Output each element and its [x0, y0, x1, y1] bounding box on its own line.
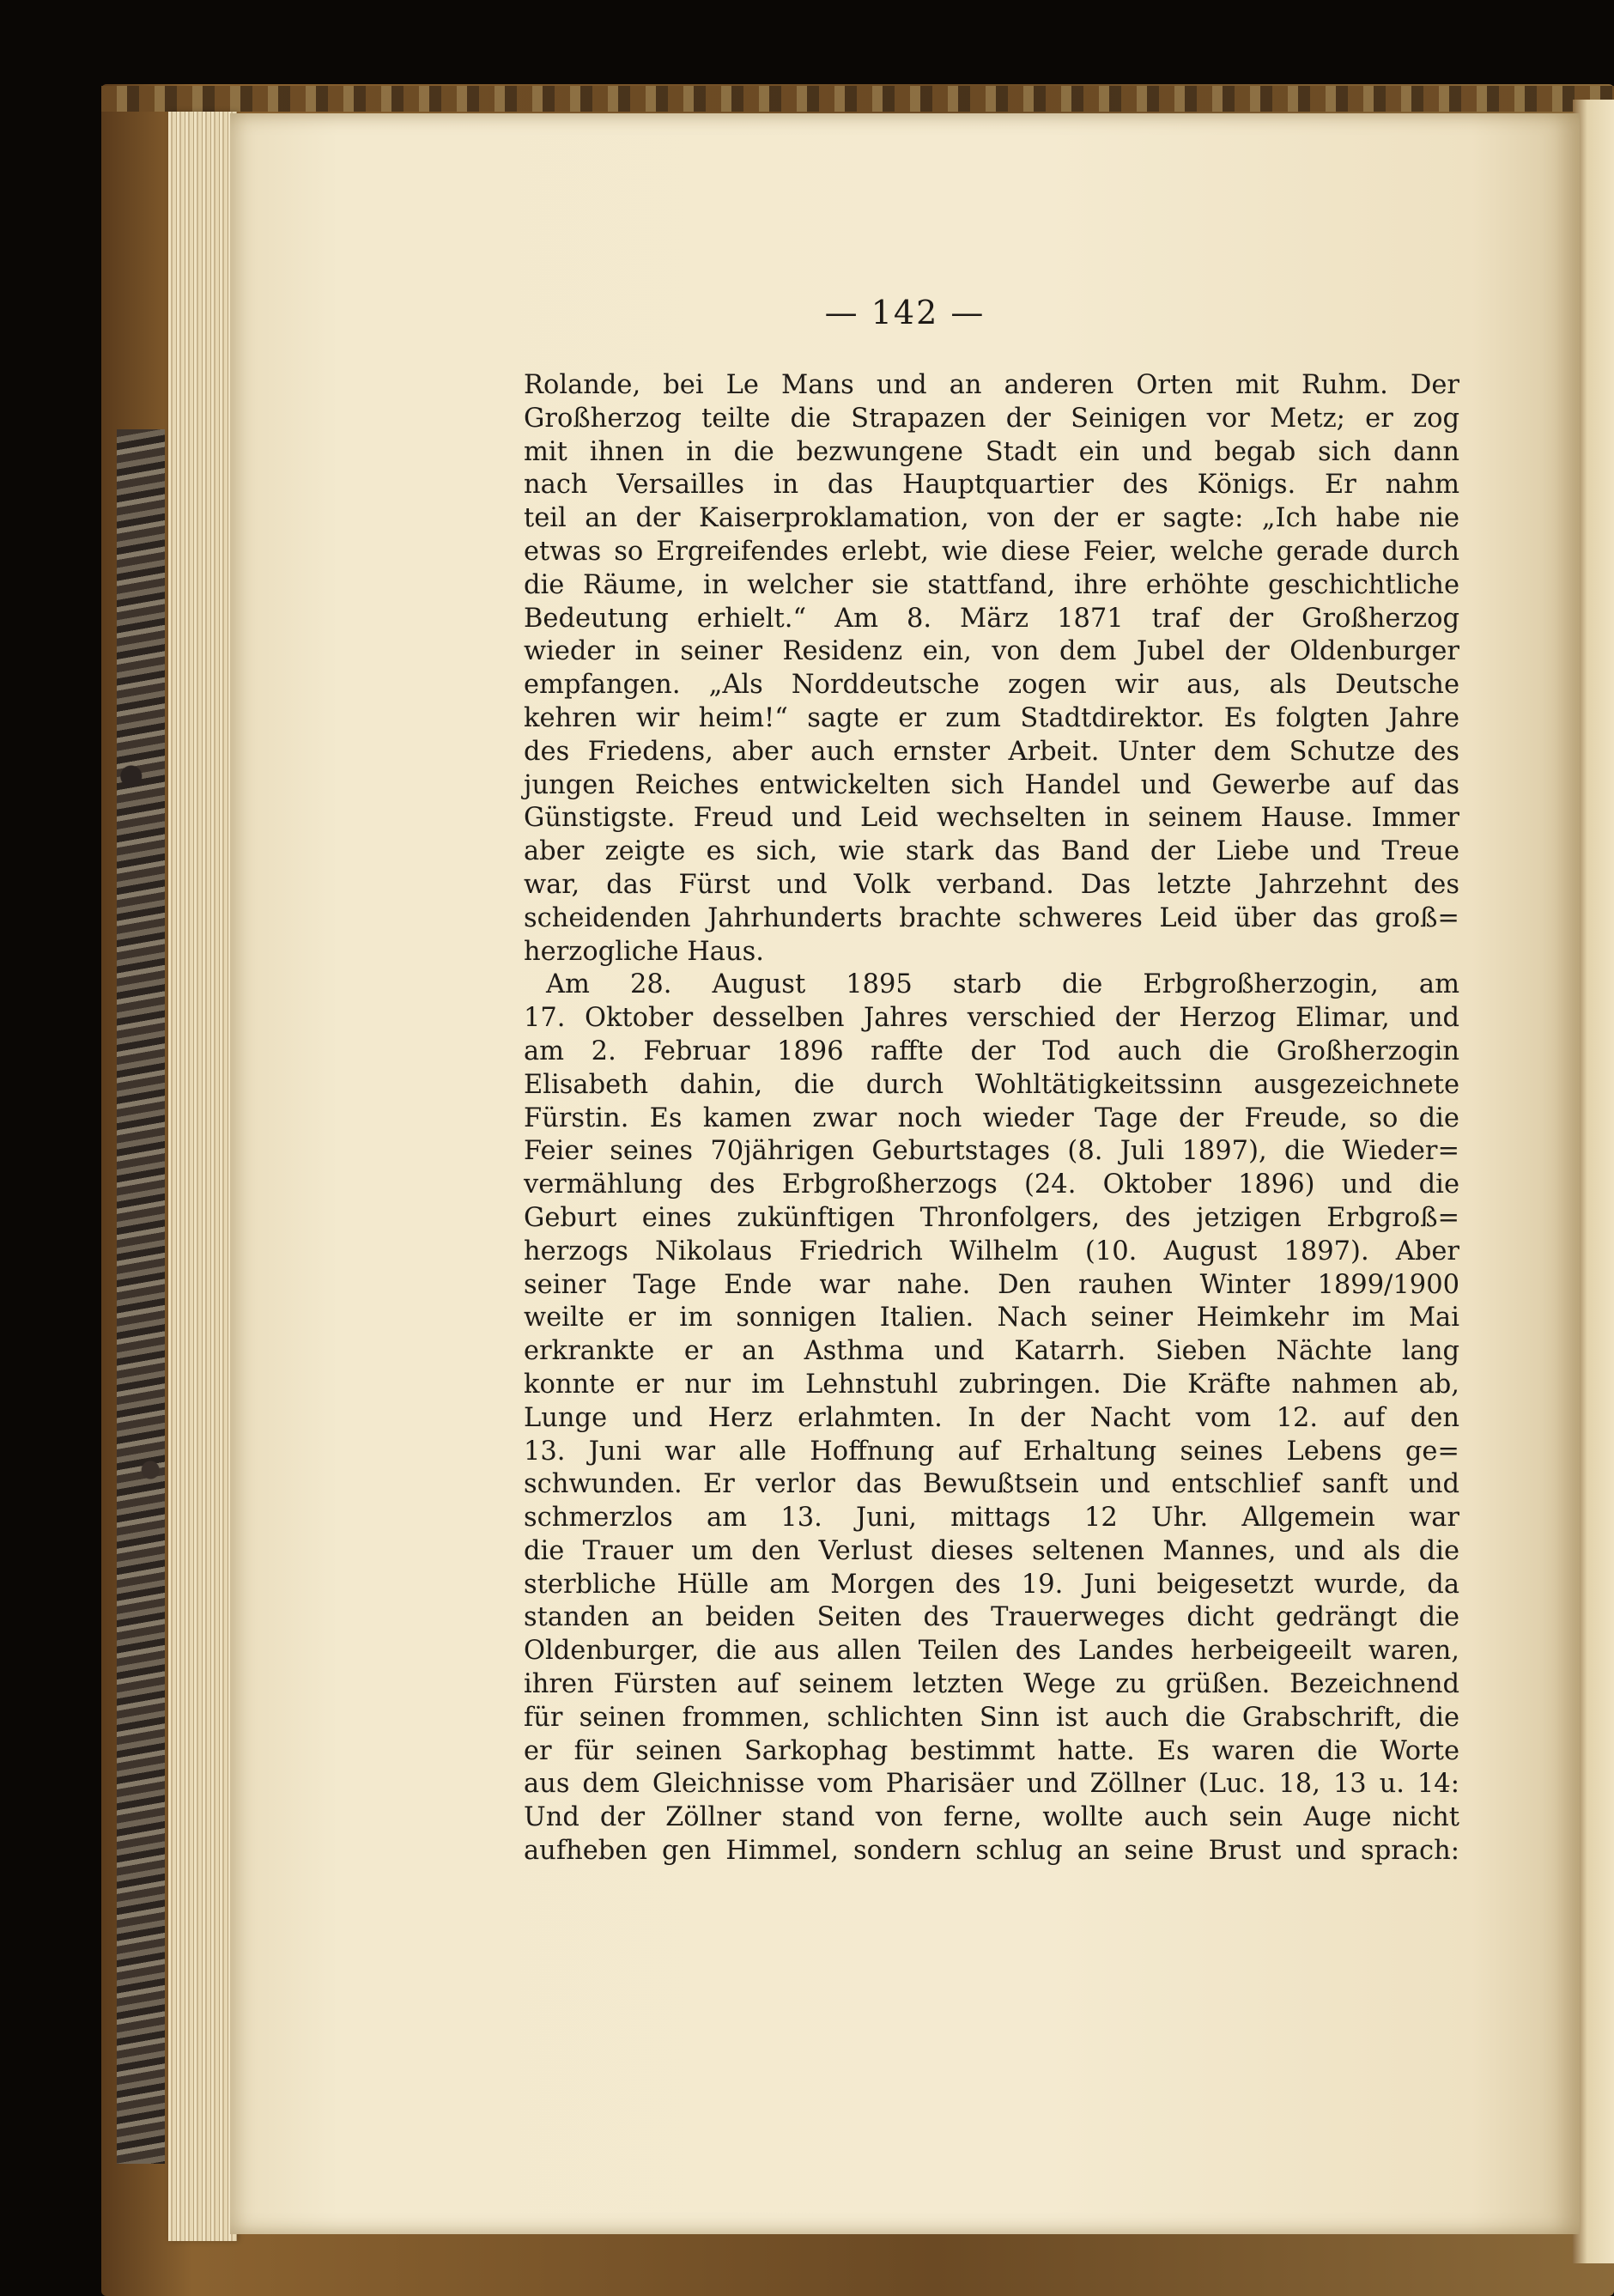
text-line: standen an beiden Seiten des Trauerweges dicht gedrängt die: [524, 1602, 1459, 1633]
text-line: herzogs Nikolaus Friedrich Wilhelm (10. August 1897). Aber: [524, 1236, 1459, 1266]
text-line: Geburt eines zukünftigen Thronfolgers, des jetzigen Erbgroß=: [524, 1202, 1459, 1233]
text-line: Lunge und Herz erlahmten. In der Nacht vom 12. auf den: [524, 1402, 1459, 1433]
text-line: des Friedens, aber auch ernster Arbeit. Unter dem Schutze des: [524, 736, 1459, 767]
text-line: aufheben gen Himmel, sondern schlug an seine Brust und sprach:: [524, 1836, 1459, 1867]
text-line: war, das Fürst und Volk verband. Das letzte Jahrzehnt des: [524, 869, 1459, 900]
text-line: schmerzlos am 13. Juni, mittags 12 Uhr. Allgemein war: [524, 1503, 1459, 1534]
page-number: — 142 —: [824, 294, 986, 331]
text-line: seiner Tage Ende war nahe. Den rauhen Winter 1899/1900: [524, 1269, 1459, 1300]
text-line: wieder in seiner Residenz ein, von dem Jubel der Oldenburger: [524, 636, 1459, 667]
text-line: ihren Fürsten auf seinem letzten Wege zu grüßen. Bezeichnend: [524, 1669, 1459, 1700]
text-line: Und der Zöllner stand von ferne, wollte auch sein Auge nicht: [524, 1802, 1459, 1833]
text-line: Bedeutung erhielt.“ Am 8. März 1871 traf der Großherzog: [524, 603, 1459, 634]
text-line: Am 28. August 1895 starb die Erbgroßherzogin, am: [546, 969, 1459, 1000]
text-line: erkrankte er an Asthma und Katarrh. Sieben Nächte lang: [524, 1336, 1459, 1367]
text-line: Fürstin. Es kamen zwar noch wieder Tage der Freude, so die: [524, 1102, 1459, 1133]
text-line: Günstigste. Freud und Leid wechselten in seinem Hause. Immer: [524, 803, 1459, 834]
cover-top-band: [101, 86, 1614, 112]
text-line: für seinen frommen, schlichten Sinn ist auch die Grabschrift, die: [524, 1702, 1459, 1733]
text-line: empfangen. „Als Norddeutsche zogen wir aus, als Deutsche: [524, 670, 1459, 701]
marbled-edge: [117, 429, 165, 2164]
text-line: scheidenden Jahrhunderts brachte schweres Leid über das groß=: [524, 902, 1459, 933]
text-line: kehren wir heim!“ sagte er zum Stadtdirektor. Es folgten Jahre: [524, 702, 1459, 733]
body-text: [524, 369, 1459, 1868]
text-line: schwunden. Er verlor das Bewußtsein und entschlief sanft und: [524, 1469, 1459, 1500]
text-line: Rolande, bei Le Mans und an anderen Orten mit Ruhm. Der: [524, 370, 1459, 400]
text-line: aber zeigte es sich, wie stark das Band der Liebe und Treue: [524, 836, 1459, 867]
text-line: konnte er nur im Lehnstuhl zubringen. Die Kräfte nahmen ab,: [524, 1369, 1459, 1400]
text-line: am 2. Februar 1896 raffte der Tod auch die Großherzogin: [524, 1036, 1459, 1066]
text-line: die Räume, in welcher sie stattfand, ihre erhöhte geschichtliche: [524, 569, 1459, 600]
text-line: Elisabeth dahin, die durch Wohltätigkeitssinn ausgezeichnete: [524, 1069, 1459, 1100]
text-line: 13. Juni war alle Hoffnung auf Erhaltung seines Lebens ge=: [524, 1436, 1459, 1467]
text-line: Feier seines 70jährigen Geburtstages (8. Juli 1897), die Wieder=: [524, 1136, 1459, 1167]
text-line: die Trauer um den Verlust dieses seltenen Mannes, und als die: [524, 1535, 1459, 1566]
text-line: mit ihnen in die bezwungene Stadt ein und begab sich dann: [524, 436, 1459, 467]
text-line: jungen Reiches entwickelten sich Handel und Gewerbe auf das: [524, 769, 1459, 800]
text-line: weilte er im sonnigen Italien. Nach seiner Heimkehr im Mai: [524, 1303, 1459, 1333]
text-line: er für seinen Sarkophag bestimmt hatte. Es waren die Worte: [524, 1735, 1459, 1766]
text-line: aus dem Gleichnisse vom Pharisäer und Zöllner (Luc. 18, 13 u. 14:: [524, 1769, 1459, 1800]
text-line: teil an der Kaiserproklamation, von der er sagte: „Ich habe nie: [524, 503, 1459, 534]
text-line: sterbliche Hülle am Morgen des 19. Juni beigesetzt wurde, da: [524, 1569, 1459, 1600]
text-line: 17. Oktober desselben Jahres verschied der Herzog Elimar, und: [524, 1003, 1459, 1034]
page-edges: [168, 112, 237, 2241]
text-line: Oldenburger, die aus allen Teilen des Landes herbeigeeilt waren,: [524, 1636, 1459, 1667]
text-line: herzogliche Haus.: [524, 936, 764, 967]
text-line: etwas so Ergreifendes erlebt, wie diese Feier, welche gerade durch: [524, 536, 1459, 567]
text-line: nach Versailles in das Hauptquartier des Königs. Er nahm: [524, 470, 1459, 501]
text-line: vermählung des Erbgroßherzogs (24. Oktober 1896) und die: [524, 1169, 1459, 1200]
text-line: Großherzog teilte die Strapazen der Seinigen vor Metz; er zog: [524, 403, 1459, 434]
